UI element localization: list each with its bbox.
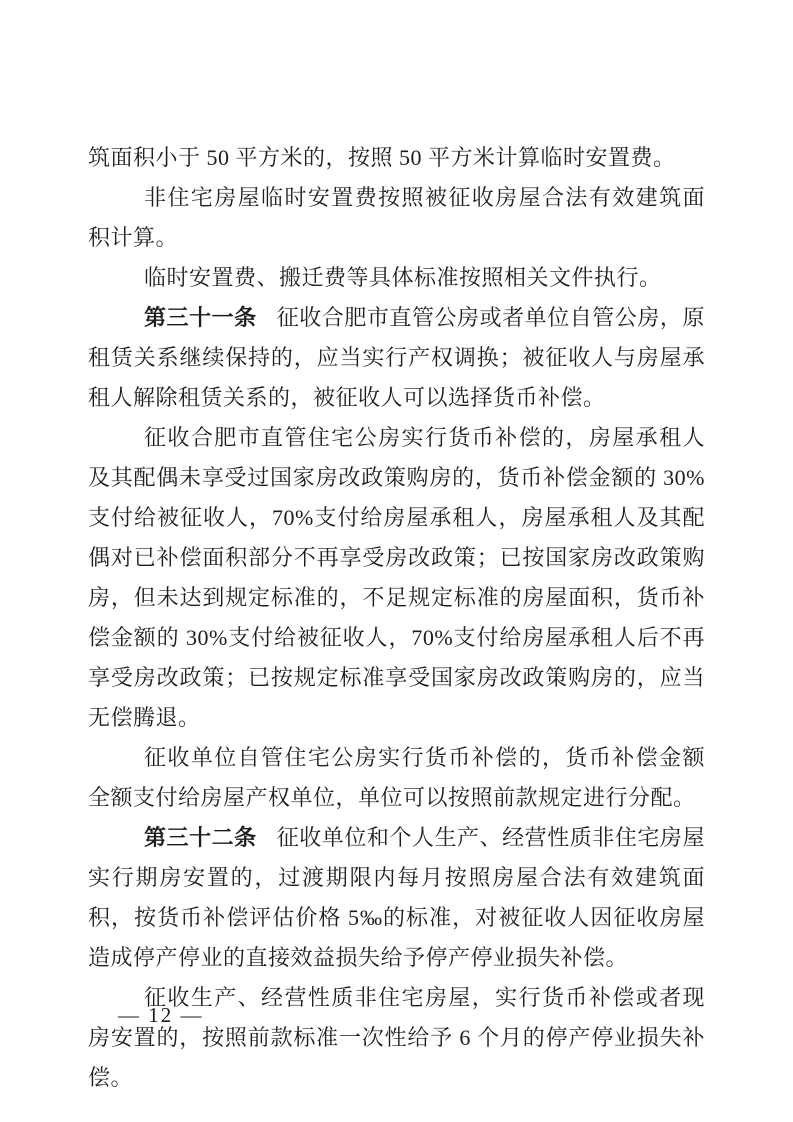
paragraph-article-31 [88,298,705,418]
paragraph [88,138,705,178]
paragraph [88,738,705,818]
paragraph [88,178,705,258]
article-number: 第三十二条 [144,825,257,850]
paragraph-text: 征收合肥市直管公房或者单位自管公房，原租赁关系继续保持的，应当实行产权调换；被征收人与房屋承租人解除租赁关系的，被征收人可以选择货币补偿。 [88,305,705,410]
page-body-text [88,138,705,1098]
paragraph-text: 筑面积小于 50 平方米的，按照 50 平方米计算临时安置费。 [88,145,676,170]
paragraph-text: 非住宅房屋临时安置费按照被征收房屋合法有效建筑面积计算。 [88,185,705,250]
paragraph-text: 征收单位自管住宅公房实行货币补偿的，货币补偿金额全额支付给房屋产权单位，单位可以按照前款规定进行分配。 [88,745,705,810]
paragraph-text: 征收生产、经营性质非住宅房屋，实行货币补偿或者现房安置的，按照前款标准一次性给予 6 个月的停产停业损失补偿。 [88,985,705,1090]
paragraph-text: 临时安置费、搬迁费等具体标准按照相关文件执行。 [144,265,662,290]
paragraph-text: 征收合肥市直管住宅公房实行货币补偿的，房屋承租人及其配偶未享受过国家房改政策购房的，货币补偿金额的 30%支付给被征收人，70%支付给房屋承租人，房屋承租人及其配偶对已补偿面积部分不再享受房改政策；已按国家房改政策购房，但未达到规定标准的，不足规定标准的房屋面积，货币补偿金额的 30%支付给被征收人，70%支付给房屋承租人后不再享受房改政策；已按规定标准享受国家房改政策购房的，应当无偿腾退。 [88,425,705,730]
paragraph [88,258,705,298]
paragraph [88,418,705,738]
paragraph-text: 征收单位和个人生产、经营性质非住宅房屋实行期房安置的，过渡期限内每月按照房屋合法有效建筑面积，按货币补偿评估价格 5‰的标准，对被征收人因征收房屋造成停产停业的直接效益损失给予停产停业损失补偿。 [88,825,705,970]
page-number: — 12 — [118,1003,204,1027]
paragraph [88,978,705,1098]
article-number: 第三十一条 [144,305,257,330]
paragraph-article-32 [88,818,705,978]
